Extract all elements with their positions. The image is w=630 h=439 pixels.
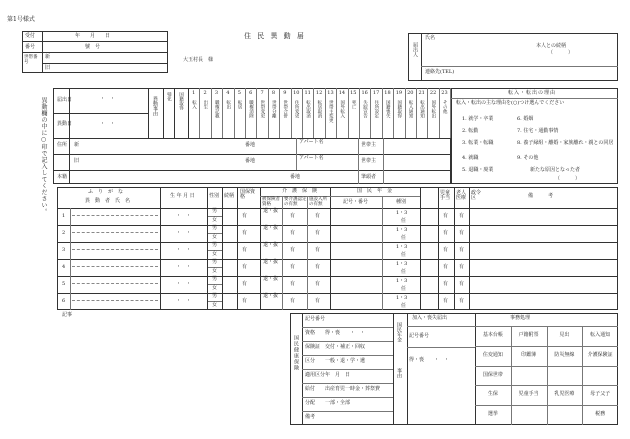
birth-date-field[interactable]: ・ ・ (176, 298, 192, 304)
move-reason-6: 6. 婚姻 (517, 116, 534, 122)
reason-option[interactable]: 世帯合併 (282, 100, 288, 118)
kokuho-row-label: 分配 (305, 400, 316, 406)
rojin-value[interactable]: 有 (459, 281, 465, 287)
head-1: 世帯主 (361, 142, 377, 148)
sex-male[interactable]: 男 (212, 293, 218, 299)
row-number: 5 (62, 281, 66, 287)
admin-cell[interactable]: 乳児医療 (554, 391, 575, 398)
rojin-value[interactable]: 有 (459, 298, 465, 304)
reason-option[interactable]: 転出 (225, 100, 231, 109)
kokuho-value[interactable]: 有 (242, 247, 248, 253)
reason-number: 13 (327, 90, 334, 96)
rojin-value[interactable]: 有 (459, 213, 465, 219)
admin-cell[interactable]: 児童手当 (518, 391, 539, 398)
kokuho-row-label: 資格 (305, 330, 316, 336)
reason-label: 異動事由 (152, 96, 158, 116)
nenkin-type[interactable]: 1・3 (396, 244, 408, 250)
row-number: 6 (62, 298, 66, 304)
birth-date-field[interactable]: ・ ・ (176, 213, 192, 219)
kokuho-row-label: 保険証 (305, 344, 321, 350)
move-reason-1: 1. 就学・卒業 (462, 116, 494, 122)
shikaku-2: 得・喪 ・ ・ (409, 357, 450, 363)
admin-cell[interactable]: 税務 (595, 411, 606, 418)
move-date-dots: ・ ・ (100, 121, 116, 127)
jido-header: 児童手当 (440, 190, 451, 201)
kaigo-care-level[interactable]: 有 (290, 264, 296, 270)
reason-number: 6 (249, 90, 253, 96)
nenkin-label: 国民年金 (396, 322, 402, 342)
number-suffix: 號 号 (85, 44, 101, 50)
sex-female[interactable]: 女 (212, 285, 218, 291)
mayor-address: 大玉村長 様 (183, 57, 214, 63)
kokuho-row-label: 適用区分 (305, 372, 326, 378)
admin-cell[interactable]: 選挙 (487, 411, 498, 418)
sex-female[interactable]: 女 (212, 217, 218, 223)
kaigo-qualification[interactable]: 退・抜 (263, 259, 279, 265)
move-reason-sub: 新たな原因となった者 (530, 167, 581, 173)
kaigo-header: 介 護 保 険 (282, 188, 318, 194)
reason-option[interactable]: 国外転出 (430, 100, 436, 118)
kaigo-facility[interactable]: 有 (315, 213, 321, 219)
old-label: 旧 (45, 65, 51, 71)
birth-header: 生 年 月 日 (170, 193, 195, 199)
honseki-label: 本籍 (57, 174, 68, 180)
kaigo-qualification[interactable]: 退・抜 (263, 293, 279, 299)
reason-number: 15 (350, 90, 357, 96)
reason-number: 4 (226, 90, 230, 96)
reason-option[interactable]: 転居 (237, 100, 243, 109)
kokuho-value[interactable]: 有 (242, 281, 248, 287)
nenkin-sub-2: 種別 (396, 199, 407, 205)
name-header: 異 動 者 氏 名 (85, 198, 131, 204)
kaigo-care-level[interactable]: 有 (290, 281, 296, 287)
reason-option[interactable]: 転入 (191, 100, 197, 109)
reason-option[interactable]: 職権記載 (214, 100, 220, 118)
sex-female[interactable]: 女 (212, 302, 218, 308)
reason-number: 16 (361, 90, 368, 96)
kaigo-sub-3: 施設入所の有無 (309, 197, 327, 207)
kokuho-row-label: 記号番号 (305, 316, 326, 322)
nenkin-type[interactable]: 1・3 (396, 261, 408, 267)
move-reason-7: 7. 住宅・通勤事情 (517, 128, 559, 134)
kaigo-qualification[interactable]: 退・抜 (263, 242, 279, 248)
reason-option[interactable]: 転出通知 (419, 100, 425, 118)
kokuho-header: 国保資格 (240, 189, 256, 200)
move-reason-paren: （ ） (555, 176, 581, 182)
address-new: 新 (74, 142, 80, 148)
row-number: 3 (62, 247, 66, 253)
contact-label: 連絡先(TEL) (425, 69, 455, 75)
reason-option[interactable]: 国籍取得 (396, 100, 402, 118)
furigana-header: ふ り が な (88, 189, 124, 195)
reason-number: 7 (260, 90, 264, 96)
admin-cell[interactable]: 住変通知 (482, 351, 503, 358)
name-label: 氏名 (425, 35, 436, 41)
kokuho-value[interactable]: 有 (242, 230, 248, 236)
kigo-2: 記号番号 (409, 333, 430, 339)
kaigo-sub-1: 被保険者資格 (262, 197, 280, 207)
nenkin-optional[interactable]: 任 (401, 218, 407, 224)
reason-option[interactable]: 死亡 (351, 100, 357, 109)
nenkin-optional[interactable]: 任 (401, 303, 407, 309)
row-number: 1 (62, 213, 66, 219)
biko-header: 備 考 (528, 193, 554, 199)
nenkin-type[interactable]: 1・3 (396, 278, 408, 284)
banchi-2: 番地 (245, 158, 256, 164)
reason-number: 9 (283, 90, 287, 96)
sex-female[interactable]: 女 (212, 268, 218, 274)
kokuho-row-value[interactable]: 一般・退・学・遺 (325, 358, 366, 364)
reason-option[interactable]: 世帯変更 (259, 100, 265, 118)
kaigo-qualification[interactable]: 退・抜 (263, 225, 279, 231)
reason-number: 18 (384, 90, 391, 96)
seirei-header: 政令区 (471, 190, 482, 201)
kokuho-label: 国民健康保険 (293, 335, 299, 371)
kaigo-care-level[interactable]: 有 (290, 230, 296, 236)
admin-cell[interactable]: 印鑑簿 (521, 351, 537, 358)
kaigo-facility[interactable]: 有 (315, 298, 321, 304)
jimu-label: 事務処理 (510, 315, 531, 321)
row-number: 4 (62, 264, 66, 270)
reason-col-b: 国籍取得 (178, 92, 184, 110)
reason-option[interactable]: 住所変更 (294, 100, 300, 118)
kaigo-qualification[interactable]: 退・抜 (263, 276, 279, 282)
admin-cell[interactable]: 国保世帯 (482, 371, 503, 378)
move-reason-9: 9. その他 (517, 155, 539, 161)
sex-header: 性別 (209, 193, 220, 199)
instruction-note: 異動欄の中に○印で記入してください。 (40, 97, 47, 215)
kanyu-label: 加入・喪失届出 (412, 315, 448, 321)
admin-cell[interactable]: 母子父子 (590, 391, 611, 398)
kaigo-qualification[interactable]: 退・抜 (263, 208, 279, 214)
birth-date-field[interactable]: ・ ・ (176, 230, 192, 236)
notes-label: 記事 (62, 312, 73, 318)
reason-option[interactable]: 転出取消 (305, 100, 311, 118)
reason-number: 1 (192, 90, 196, 96)
kaigo-care-level[interactable]: 有 (290, 213, 296, 219)
move-reason-5: 5. 退職・廃業 (462, 167, 494, 173)
head-2: 世帯主 (361, 158, 377, 164)
form-title: 住 民 異 動 届 (244, 32, 306, 40)
address-label: 住所 (57, 142, 68, 148)
reporter-label: 届出人 (412, 42, 418, 57)
kokuho-value[interactable]: 有 (242, 264, 248, 270)
sex-female[interactable]: 女 (212, 234, 218, 240)
row-number: 2 (62, 230, 66, 236)
sex-male[interactable]: 男 (212, 276, 218, 282)
kaigo-sub-2: 要介護認定の有無 (284, 197, 307, 207)
reason-number: 12 (315, 90, 323, 96)
reason-number: 23 (441, 90, 448, 96)
head-honseki: 筆頭者 (361, 174, 377, 180)
address-old: 旧 (74, 158, 80, 164)
reason-option[interactable]: 失踪宣告 (362, 100, 368, 118)
nenkin-sub-1: 記号・番号 (343, 199, 369, 205)
reason-number: 11 (304, 90, 311, 96)
relation-paren: （ ） (548, 50, 574, 56)
reason-option[interactable]: 転入通知 (408, 100, 414, 118)
nenkin-optional[interactable]: 任 (401, 269, 407, 275)
banchi-3: 番地 (290, 174, 301, 180)
kokuho-row-value[interactable]: 年 月 日 (325, 372, 351, 378)
admin-cell[interactable]: 戸籍附票 (518, 332, 539, 338)
admin-cell[interactable]: 基本台帳 (482, 332, 503, 338)
kaigo-facility[interactable]: 有 (315, 281, 321, 287)
reason-number: 22 (429, 90, 437, 96)
nenkin-header: 国 民 年 金 (357, 188, 393, 194)
apartment-1: アパート名 (299, 139, 324, 145)
kaigo-facility[interactable]: 有 (315, 230, 321, 236)
reason-number: 21 (418, 90, 425, 96)
jido-value[interactable]: 有 (443, 230, 449, 236)
form-number: 第1号様式 (7, 16, 35, 23)
kaigo-care-level[interactable]: 有 (290, 247, 296, 253)
kokuho-value[interactable]: 有 (242, 213, 248, 219)
nenkin-optional[interactable]: 任 (401, 252, 407, 258)
household-number-label: 世帯番号 (24, 55, 38, 65)
sex-male[interactable]: 男 (212, 242, 218, 248)
admin-cell[interactable]: 見出 (559, 332, 570, 338)
move-reason-2: 2. 転勤 (462, 128, 479, 134)
reason-option[interactable]: 職権消除 (248, 100, 254, 118)
banchi-1: 番地 (245, 142, 256, 148)
rojin-value[interactable]: 有 (459, 230, 465, 236)
rojin-value[interactable]: 有 (459, 247, 465, 253)
sex-male[interactable]: 男 (212, 208, 218, 214)
reason-option[interactable]: 世帯分離 (271, 100, 277, 118)
reason-option[interactable]: 住所設定 (373, 100, 379, 118)
nenkin-type[interactable]: 1・3 (396, 295, 408, 301)
relation-label: 本人との続柄 (536, 43, 567, 49)
report-date-label: 届出日 (57, 97, 73, 103)
nenkin-type[interactable]: 1・3 (396, 210, 408, 216)
reason-number: 19 (395, 90, 403, 96)
reason-col-a: 帰化 (166, 92, 172, 101)
sex-female[interactable]: 女 (212, 251, 218, 257)
move-reason-title: 転入・転出の理由 (508, 90, 557, 96)
admin-cell[interactable]: 介護保険証 (587, 351, 613, 358)
jido-value[interactable]: 有 (443, 281, 449, 287)
received-date: 年 月 日 (75, 33, 111, 39)
rojin-header: 老人医療 (456, 190, 467, 201)
reason-option[interactable]: 世帯主変更 (328, 100, 334, 123)
jido-value[interactable]: 有 (443, 264, 449, 270)
birth-date-field[interactable]: ・ ・ (176, 281, 192, 287)
reason-option[interactable]: 国籍喪失 (385, 100, 391, 118)
kokuho-row-value[interactable]: 交付・補正・回収 (325, 344, 366, 350)
relation-header: 続柄 (224, 193, 235, 199)
new-label: 新 (45, 54, 51, 60)
admin-cell[interactable]: 防災無線 (554, 351, 575, 358)
reason-number: 14 (338, 90, 346, 96)
nenkin-optional[interactable]: 任 (401, 235, 407, 241)
birth-date-field[interactable]: ・ ・ (176, 247, 192, 253)
reason-option[interactable]: その他 (442, 100, 448, 114)
kokuho-row-label: 区分 (305, 358, 316, 364)
sex-male[interactable]: 男 (212, 259, 218, 265)
move-reason-question: 転入・転出の主な理由を(○)つけ選んでください (456, 100, 565, 106)
kaigo-facility[interactable]: 有 (315, 247, 321, 253)
kokuho-row-label: 給付 (305, 386, 316, 392)
reason-option[interactable]: 出生 (202, 100, 208, 109)
move-date-label: 異動日 (57, 121, 73, 127)
move-reason-8: 8. 養子縁組・離婚・家族離れ・親との同居 (517, 140, 614, 146)
reason-number: 8 (271, 90, 276, 96)
reason-number: 17 (372, 90, 380, 96)
reason-number: 2 (203, 90, 207, 96)
kokuho-row-value[interactable]: 出産育児一時金・葬祭費 (325, 386, 381, 392)
reason-option[interactable]: 転居取消 (316, 100, 322, 118)
admin-cell[interactable]: 生保 (487, 391, 498, 398)
nenkin-optional[interactable]: 任 (401, 286, 407, 292)
birth-date-field[interactable]: ・ ・ (176, 264, 192, 270)
kokuho-row-value[interactable]: 得・喪 ・ ・ (325, 330, 366, 336)
report-date-dots: ・ ・ (100, 96, 116, 102)
reason-number: 20 (407, 90, 414, 96)
received-label: 受付 (25, 33, 36, 39)
kokuho-value[interactable]: 有 (242, 298, 248, 304)
kaigo-care-level[interactable]: 有 (290, 298, 296, 304)
number-label: 番号 (25, 44, 36, 50)
reason-number: 10 (293, 90, 300, 96)
jido-value[interactable]: 有 (443, 213, 449, 219)
move-reason-3: 3. 転業・転職 (462, 140, 494, 146)
reason-number: 5 (237, 90, 241, 96)
nenkin-type[interactable]: 1・3 (396, 227, 408, 233)
jiyu-label: 事由 (396, 368, 402, 378)
move-reason-4: 4. 就職 (462, 155, 479, 161)
kokuho-row-label: 備考 (305, 414, 316, 420)
jido-value[interactable]: 有 (443, 298, 449, 304)
admin-cell[interactable]: 転入通知 (590, 332, 611, 338)
jido-value[interactable]: 有 (443, 247, 449, 253)
sex-male[interactable]: 男 (212, 225, 218, 231)
apartment-2: アパート名 (299, 155, 324, 161)
kaigo-facility[interactable]: 有 (315, 264, 321, 270)
rojin-value[interactable]: 有 (459, 264, 465, 270)
reason-option[interactable]: 国外転入 (339, 100, 345, 118)
reason-number: 3 (214, 90, 219, 96)
kokuho-row-value[interactable]: 一部・全部 (325, 400, 351, 406)
